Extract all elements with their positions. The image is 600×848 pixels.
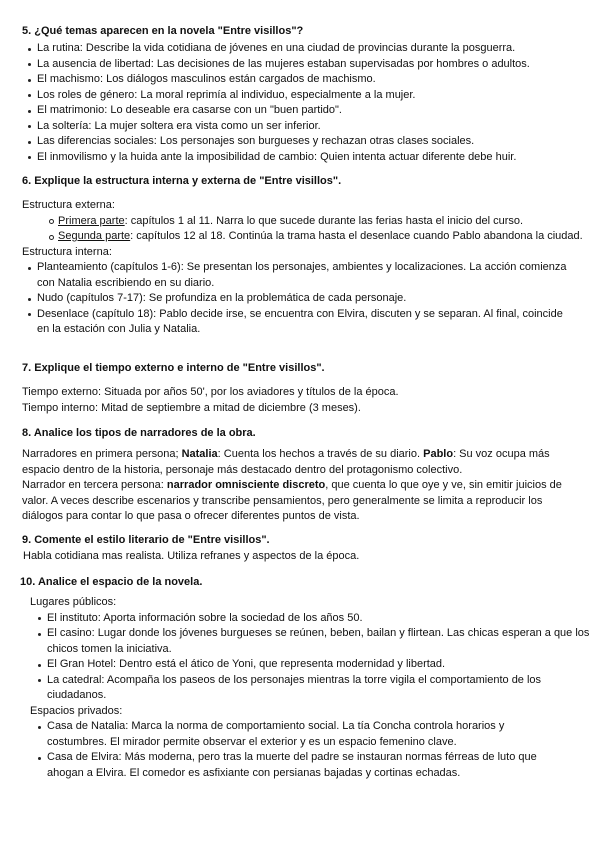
list-item: Los roles de género: La moral reprimía al individuo, especialmente a la mujer. xyxy=(37,88,597,104)
list-item: Planteamiento (capítulos 1-6): Se presentan los personajes, ambientes y localizaciones. La acción comienza con Natalia escribiendo en su diario. xyxy=(37,260,577,291)
natalia-name: Natalia xyxy=(181,448,218,460)
narrators-paragraph xyxy=(22,447,580,525)
space-section xyxy=(30,595,595,781)
part-name: Primera parte xyxy=(58,214,125,227)
list-item xyxy=(58,214,592,230)
first-person-narrators xyxy=(22,447,580,478)
external-structure-label: Estructura externa: xyxy=(22,199,115,211)
list-item: Las diferencias sociales: Los personajes son burgueses y rechazan otras clases sociales. xyxy=(37,134,597,150)
list-item: La ausencia de libertad: Las decisiones de las mujeres estaban supervisadas por hombres o adultos. xyxy=(37,57,597,73)
part-name: Segunda parte xyxy=(58,230,131,242)
list-item: La catedral: Acompaña los paseos de los personajes mientras la torre vigila el comportamiento de los ciudadanos. xyxy=(47,673,595,704)
text: Narradores en primera persona; xyxy=(22,448,182,460)
part-text: : capítulos 1 al 11. Narra lo que sucede durante las ferias hasta el inicio del curso. xyxy=(124,214,524,227)
part-text: : capítulos 12 al 18. Continúa la trama hasta el desenlace cuando Pablo abandona la ciudad. xyxy=(130,230,583,242)
question-8-heading: 8. Analice los tipos de narradores de la obra. xyxy=(22,427,256,439)
list-item: El inmovilismo y la huida ante la imposibilidad de cambio: Quien intenta actuar diferente debe huir. xyxy=(37,150,597,166)
list-item: Desenlace (capítulo 18): Pablo decide irse, se encuentra con Elvira, discuten y se separan. Al final, coincide en la estación con Julia y Natalia. xyxy=(37,307,577,338)
internal-structure-list xyxy=(22,260,577,338)
list-item: El instituto: Aporta información sobre la sociedad de los años 50. xyxy=(47,611,595,627)
list-item: El casino: Lugar donde los jóvenes burgueses se reúnen, beben, bailan y flirtean. Las chicas esperan a que los chicos tomen la iniciativa. xyxy=(47,626,595,657)
structure-section xyxy=(22,198,592,338)
third-person-narrator xyxy=(22,478,580,525)
public-places-list xyxy=(30,611,595,704)
list-item: Casa de Natalia: Marca la norma de comportamiento social. La tía Concha controla horarios y costumbres. El mirador permite observar el exterior y es un espacio femenino clave. xyxy=(47,719,567,750)
themes-list xyxy=(37,41,597,165)
question-7-heading: 7. Explique el tiempo externo e interno de "Entre visillos". xyxy=(22,362,325,374)
internal-structure-label: Estructura interna: xyxy=(22,245,112,258)
private-spaces-label: Espacios privados: xyxy=(30,704,123,717)
private-spaces-list xyxy=(30,719,567,781)
question-9-heading: 9. Comente el estilo literario de "Entre visillos". xyxy=(22,534,270,546)
question-10-heading: 10. Analice el espacio de la novela. xyxy=(20,576,203,588)
list-item: El machismo: Los diálogos masculinos están cargados de machismo. xyxy=(37,72,597,88)
list-item: El matrimonio: Lo deseable era casarse con un "buen partido". xyxy=(37,103,597,119)
text: Narrador en tercera persona: xyxy=(22,479,167,491)
external-structure-list xyxy=(22,214,592,245)
text: , que cuenta lo que oye y ve, sin emitir juicios de valor. A veces describe escenarios y transcribe pensamientos, pero generalmente se limita a reproducir los diálogos para contar lo que pasa o ofrecer diferentes puntos de vista. xyxy=(22,479,562,522)
external-time: Tiempo externo: Situada por años 50', por los aviadores y títulos de la época. xyxy=(22,386,399,398)
text: : Su voz ocupa más espacio dentro de la historia, personaje más destacado dentro del protagonismo colectivo. xyxy=(22,448,550,476)
list-item: Casa de Elvira: Más moderna, pero tras la muerte del padre se instauran normas férreas de luto que ahogan a Elvira. El comedor es asfixiante con persianas bajadas y cortinas echadas. xyxy=(47,750,567,781)
style-answer: Habla cotidiana mas realista. Utiliza refranes y aspectos de la época. xyxy=(23,550,360,562)
pablo-name: Pablo xyxy=(423,448,454,460)
list-item xyxy=(58,229,592,245)
question-5-heading: 5. ¿Qué temas aparecen en la novela "Entre visillos"? xyxy=(22,25,304,37)
list-item: El Gran Hotel: Dentro está el ático de Yoni, que representa modernidad y libertad. xyxy=(47,657,595,673)
time-section xyxy=(22,385,399,416)
list-item: La rutina: Describe la vida cotidiana de jóvenes en una ciudad de provincias durante la posguerra. xyxy=(37,41,597,57)
list-item: Nudo (capítulos 7-17): Se profundiza en la problemática de cada personaje. xyxy=(37,291,577,307)
public-places-label: Lugares públicos: xyxy=(30,596,117,608)
narrator-type: narrador omnisciente discreto xyxy=(166,479,326,491)
internal-time: Tiempo interno: Mitad de septiembre a mitad de diciembre (3 meses). xyxy=(22,401,361,414)
question-6-heading: 6. Explique la estructura interna y externa de "Entre visillos". xyxy=(22,175,342,187)
list-item: La soltería: La mujer soltera era vista como un ser inferior. xyxy=(37,119,597,135)
text: : Cuenta los hechos a través de su diario. xyxy=(217,448,424,460)
